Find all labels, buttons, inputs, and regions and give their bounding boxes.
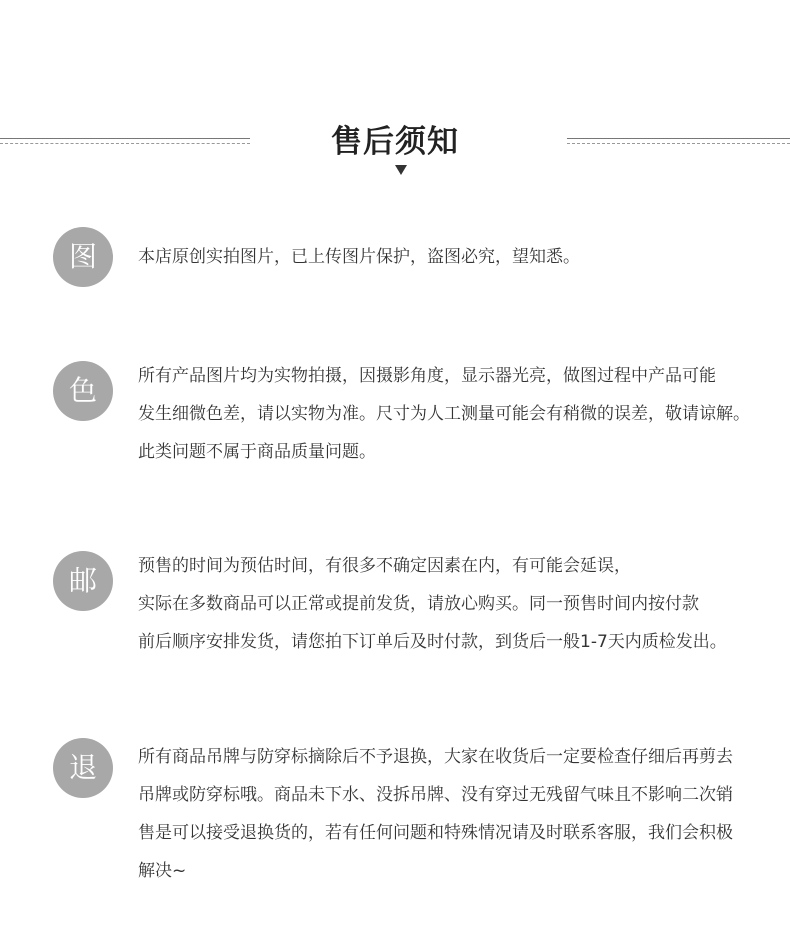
text-line: 所有商品吊牌与防穿标摘除后不予退换，大家在收货后一定要检查仔细后再剪去 — [138, 747, 733, 767]
badge-color: 色 — [53, 361, 113, 421]
page-title: 售后须知 — [331, 124, 459, 160]
text-line: 此类问题不属于商品质量问题。 — [138, 442, 376, 462]
header-divider-right — [567, 138, 790, 144]
header — [0, 0, 790, 200]
text-line: 吊牌或防穿标哦。商品未下水、没拆吊牌、没有穿过无残留气味且不影响二次销 — [138, 785, 733, 805]
text-line: 所有产品图片均为实物拍摄，因摄影角度，显示器光亮，做图过程中产品可能 — [138, 366, 716, 386]
text-line: 售是可以接受退换货的，若有任何问题和特殊情况请及时联系客服，我们会积极 — [138, 823, 733, 843]
section-text — [138, 738, 778, 890]
down-arrow-icon — [395, 165, 407, 175]
text-line: 发生细微色差，请以实物为准。尺寸为人工测量可能会有稍微的误差，敬请谅解。 — [138, 404, 750, 424]
section-text — [138, 357, 778, 471]
text-line: 解决~ — [138, 861, 187, 881]
text-line: 本店原创实拍图片，已上传图片保护，盗图必究，望知悉。 — [138, 247, 580, 267]
section-text — [138, 238, 778, 276]
text-line: 前后顺序安排发货，请您拍下订单后及时付款，到货后一般1-7天内质检发出。 — [138, 632, 727, 652]
badge-shipping: 邮 — [53, 551, 113, 611]
text-line: 预售的时间为预估时间，有很多不确定因素在内，有可能会延误， — [138, 556, 631, 576]
section-text — [138, 547, 778, 661]
badge-return: 退 — [53, 738, 113, 798]
badge-image: 图 — [53, 227, 113, 287]
text-line: 实际在多数商品可以正常或提前发货，请放心购买。同一预售时间内按付款 — [138, 594, 699, 614]
